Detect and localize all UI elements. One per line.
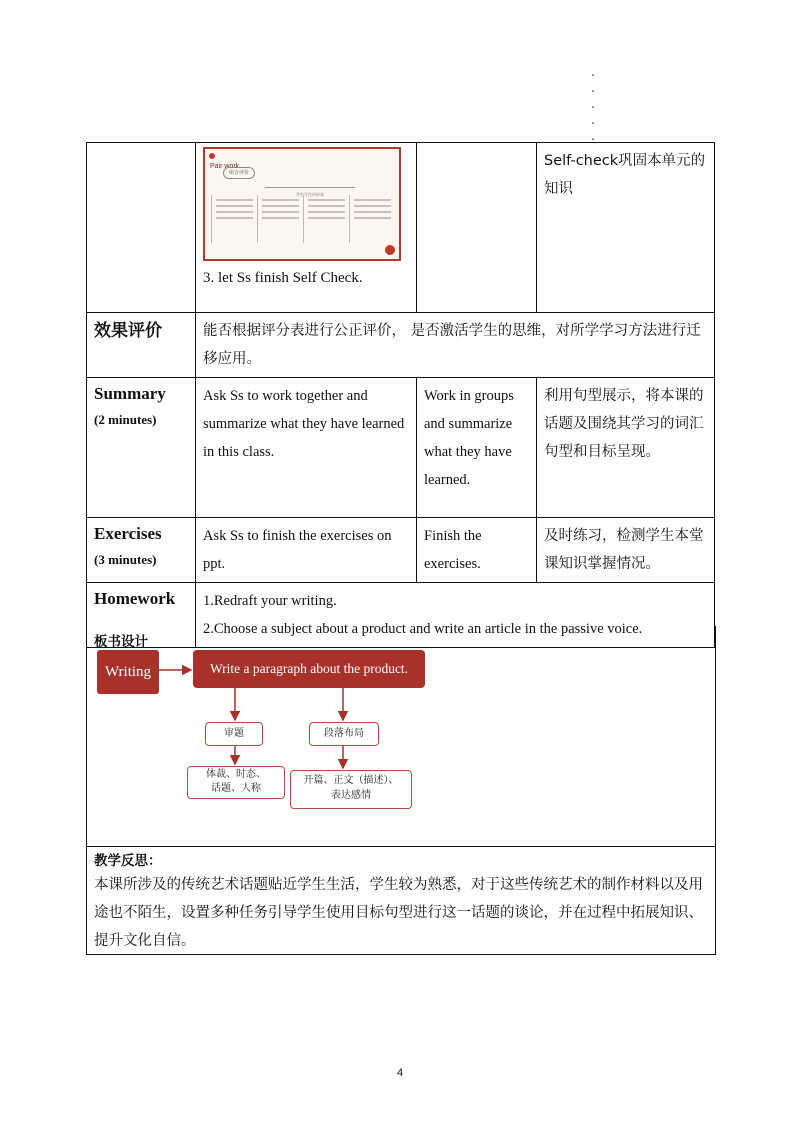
writing-node: Writing [97, 650, 159, 694]
student-activity-cell: Work in groups and summarize what they have learned. [417, 378, 537, 518]
purpose-cell: 及时练习，检测学生本堂课知识掌握情况。 [537, 518, 715, 583]
dot: . [591, 113, 595, 127]
margin-dots [591, 64, 595, 144]
teacher-activity-cell: Ask Ss to work together and summarize what they have learned in this class. [196, 378, 417, 518]
dot: . [591, 97, 595, 111]
row-label: Homework [94, 589, 176, 608]
review-node: 审题 [205, 722, 263, 746]
slide-thumbnail [203, 147, 401, 261]
row-duration: (3 minutes) [94, 552, 157, 567]
slide-heading: 学生写作评价表 [265, 181, 355, 188]
table-row-exercises [87, 518, 715, 583]
table-row-evaluation [87, 313, 715, 378]
flower-icon [385, 245, 395, 255]
flow-arrows [87, 626, 715, 846]
table-row-selfcheck [87, 143, 715, 313]
board-design-section [86, 626, 716, 847]
slide-column [303, 195, 349, 243]
row-label: Summary [94, 384, 166, 403]
table-row-summary [87, 378, 715, 518]
student-activity-cell: Finish the exercises. [417, 518, 537, 583]
paragraph-node: Write a paragraph about the product. [193, 650, 425, 688]
homework-line: 2.Choose a subject about a product and write an article in the passive voice. [203, 621, 643, 637]
reflection-body: 本课所涉及的传统艺术话题贴近学生生活，学生较为熟悉，对于这些传统艺术的制作材料以及用途也不陌生，设置多种任务引导学生使用目标句型进行这一话题的谈论，并在过程中拓展知识、提升文化自信。 [94, 877, 703, 949]
teaching-reflection-section [86, 846, 716, 955]
teacher-activity-cell [196, 143, 417, 313]
layout-detail-node [290, 770, 412, 809]
label-cell [87, 378, 196, 518]
lesson-plan-table [86, 142, 715, 648]
slide-title: Pair work [210, 163, 240, 170]
dot: . [591, 81, 595, 95]
slide-column [211, 195, 257, 243]
row-duration: (2 minutes) [94, 412, 157, 427]
label-cell [87, 518, 196, 583]
detail-line: 开篇、正文（描述）、 [303, 775, 399, 786]
evaluation-text: 能否根据评分表进行公正评价， 是否激活学生的思维，对所学学习方法进行迁移应用。 [196, 313, 715, 378]
purpose-cell: 利用句型展示，将本课的话题及围绕其学习的词汇句型和目标呈现。 [537, 378, 715, 518]
detail-line: 体裁、时态、 [206, 769, 266, 780]
slide-badge: 组合评价 [223, 167, 255, 179]
step-text: 3. let Ss finish Self Check. [203, 270, 363, 286]
slide-column [349, 195, 395, 243]
row-label: Exercises [94, 524, 162, 543]
board-title: 板书设计 [94, 634, 148, 650]
empty-label-cell [87, 143, 196, 313]
page-number: 4 [396, 1067, 404, 1079]
layout-node: 段落布局 [309, 722, 379, 746]
dot: . [591, 65, 595, 79]
reflection-title: 教学反思： [94, 853, 162, 869]
dot: . [591, 129, 595, 143]
detail-line: 话题、人称 [211, 783, 261, 794]
homework-line: 1.Redraft your writing. [203, 593, 337, 609]
row-label: 效果评价 [94, 321, 162, 341]
purpose-cell: Self-check巩固本单元的知识 [537, 143, 715, 313]
teacher-activity-cell: Ask Ss to finish the exercises on ppt. [196, 518, 417, 583]
detail-line: 表达感情 [331, 790, 371, 801]
student-activity-cell [417, 143, 537, 313]
review-detail-node [187, 766, 285, 799]
slide-column [257, 195, 303, 243]
label-cell [87, 313, 196, 378]
